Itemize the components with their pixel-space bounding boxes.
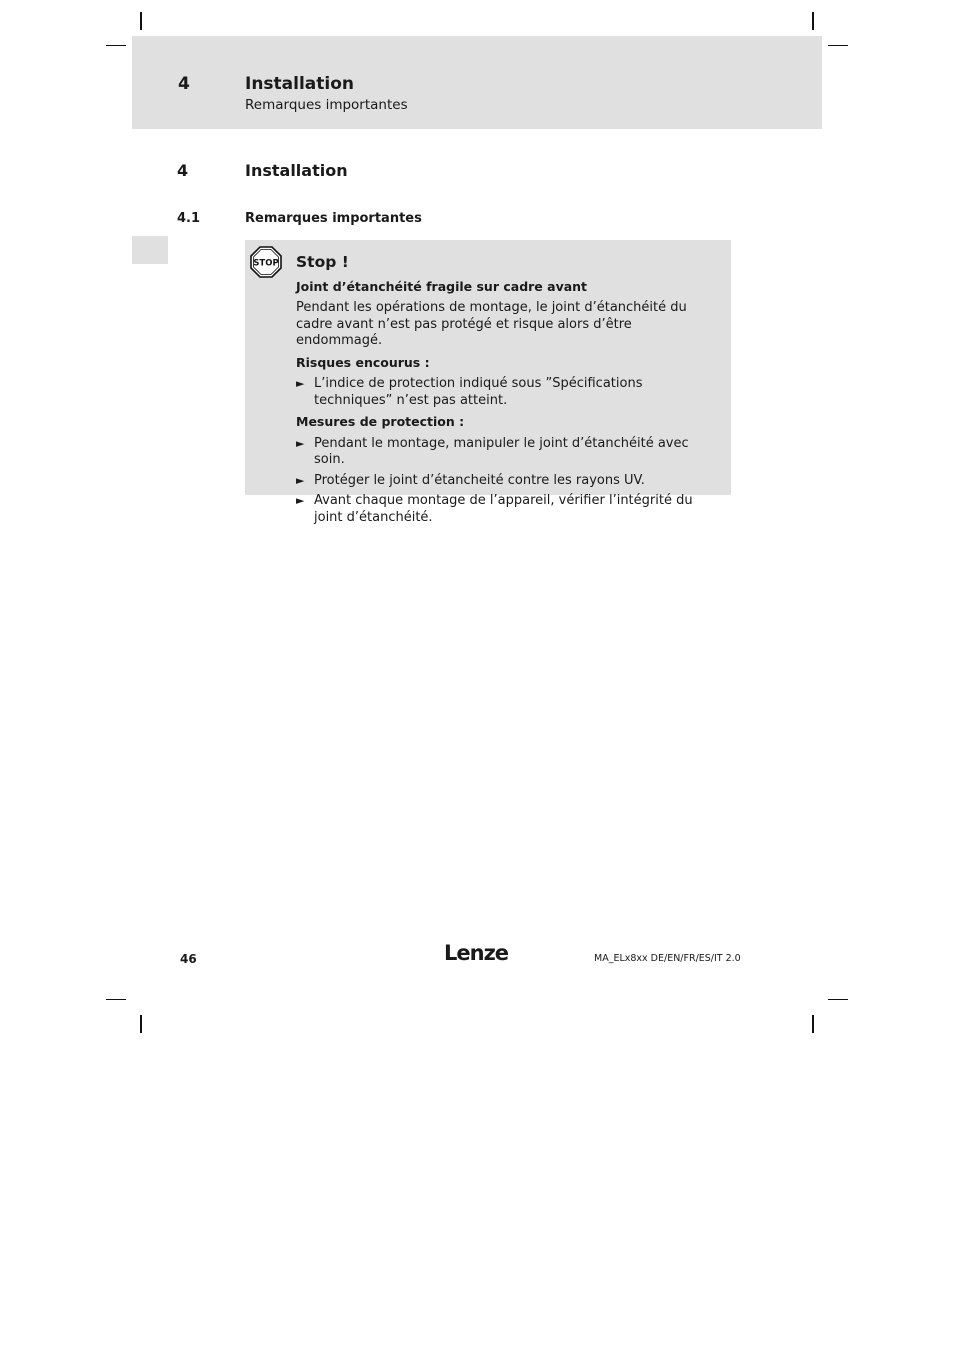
crop-mark xyxy=(140,1015,142,1033)
header-chapter-number: 4 xyxy=(178,74,190,94)
header-chapter-title: Installation xyxy=(245,74,355,94)
crop-mark xyxy=(106,999,126,1000)
crop-mark xyxy=(106,45,126,46)
bullet-arrow-icon: ► xyxy=(296,494,305,507)
page-header xyxy=(132,36,822,129)
crop-mark xyxy=(812,12,814,30)
list-item xyxy=(296,436,721,469)
measure-text: Protéger le joint d’étancheité contre les rayons UV. xyxy=(314,472,645,488)
list-item xyxy=(296,473,721,490)
stop-warning-box xyxy=(245,240,731,525)
risks-label: Risques encourus : xyxy=(296,354,430,370)
crop-mark xyxy=(828,999,848,1000)
bullet-arrow-icon: ► xyxy=(296,436,305,450)
risks-list xyxy=(296,376,721,409)
side-tab-marker xyxy=(132,236,168,264)
stop-sign-icon xyxy=(250,246,282,278)
lenze-logo: Lenze xyxy=(444,941,509,965)
stop-description: Pendant les opérations de montage, le joint d’étanchéité du cadre avant n’est pas protégé et risque alors d’être endommagé. xyxy=(296,300,687,348)
list-item xyxy=(296,376,721,409)
bullet-arrow-icon: ► xyxy=(296,377,305,390)
stop-title: Stop ! xyxy=(296,253,349,271)
stop-icon-label: STOP xyxy=(253,258,279,269)
risk-text: L’indice de protection indiqué sous ”Spécifications techniques” n’est pas atteint. xyxy=(314,376,643,408)
crop-mark xyxy=(828,45,848,46)
subsection-title: Remarques importantes xyxy=(245,211,422,226)
bullet-arrow-icon: ► xyxy=(296,473,305,487)
header-subtitle: Remarques importantes xyxy=(245,97,408,113)
crop-mark xyxy=(140,12,142,30)
measure-text: Avant chaque montage de l’appareil, vérifier l’intégrité du joint d’étanchéité. xyxy=(314,493,693,525)
subsection-number: 4.1 xyxy=(177,211,201,226)
stop-content xyxy=(296,254,721,531)
crop-mark xyxy=(812,1015,814,1033)
page-number: 46 xyxy=(180,952,197,966)
measures-list xyxy=(296,436,721,527)
document-code: MA_ELx8xx DE/EN/FR/ES/IT 2.0 xyxy=(594,953,741,964)
section-number: 4 xyxy=(177,161,189,180)
section-title: Installation xyxy=(245,161,348,180)
measures-label: Mesures de protection : xyxy=(296,414,465,429)
measure-text: Pendant le montage, manipuler le joint d’étanchéité avec soin. xyxy=(314,435,689,467)
list-item xyxy=(296,493,721,526)
stop-heading: Joint d’étanchéité fragile sur cadre avant xyxy=(296,278,588,294)
